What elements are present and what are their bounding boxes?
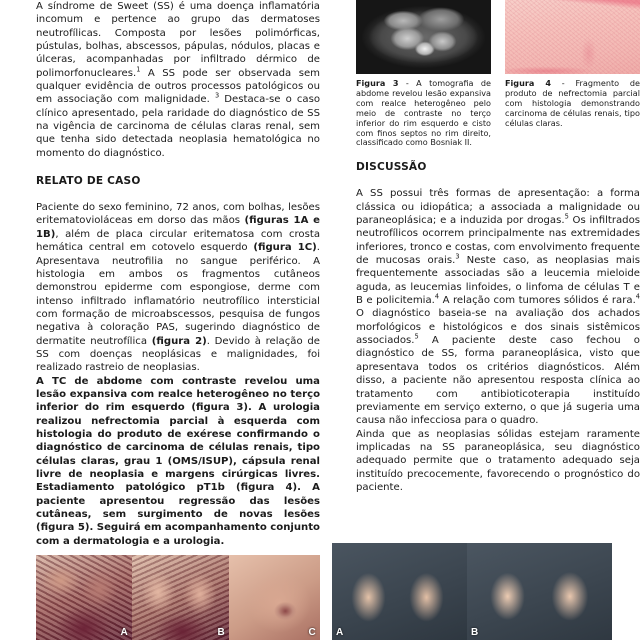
figure-1-panel-b (132, 555, 229, 640)
panel-label-b: B (471, 627, 479, 638)
panel-label-a: A (336, 627, 344, 638)
case-report-paragraph-bold: A TC de abdome com contraste revelou uma lesão expansiva com realce heterogêneo no terço inferior do rim esquerdo (figura 3). A urologia realizou nefrectomia parcial à esquerda com histologia do produto de exérese confirmando o diagnóstico de carcinoma de células renais, tipo células claras, grau 1 (OMS/ISUP), cápsula renal livre de neoplasia e margens cirúrgicas livres. Estadiamento patológico pT1b (figura 4). A paciente apresentou regressão das lesões cutâneas, sem surgimento de novas lesões (figura 5). Seguirá em acompanhamento conjunto com a dermatologia e a urologia. (36, 375, 320, 547)
figure-5-panel-a (332, 543, 467, 640)
intro-paragraph: A síndrome de Sweet (SS) é uma doença inflamatória incomum e pertence ao grupo das dermatoses neutrofílicas. Composta por lesões polimórficas, pústulas, bolhas, abscessos, pápulas, nódulos, placas e úlceras, acompanhadas por infiltrado dérmico de polimorfonucleares.$^1$ A SS pode ser observada sem qualquer evidência de outros processos patológicos ou em associação com malignidade. $^3$ Destaca-se o caso clínico apresentado, pela raridade do diagnóstico de SS na vigência de carcinoma de células claras renal, sem que tenha sido detectada neoplasia hematológica no momento do diagnóstico. (36, 1, 321, 159)
figure-1-strip (36, 555, 320, 640)
right-column (356, 0, 640, 494)
discussion-paragraph-1: A SS possui três formas de apresentação: a forma clássica ou idiopática; a associada a malignidade ou paraneoplásica; e a induzida por drogas.$^5$ Os infiltrados neutrofílicos ocorrem principalmente nas extremidades inferiores, tronco e costas, com envolvimento frequente de mucosas orais.$^3$ Neste caso, as neoplasias mais frequentemente associadas são a leucemia mieloide aguda, as leucemias linfoides, o linfoma de células T e B e policitemia.$^4$ A relação com tumores sólidos é rara.$^4$ O diagnóstico baseia-se na avaliação dos achados morfológicos e histológicos e dos sinais sistêmicos associados.$^5$ A paciente deste caso fechou o diagnóstico de SS, forma paraneoplásica, visto que apresentava todos os critérios diagnósticos. Além disso, a paciente não apresentou resposta clínica ao tratamento com antibioticoterapia instituído previamente em serviço externo, o que já sugeria uma causa não infecciosa para o quadro. (356, 188, 640, 427)
discussion-paragraph-2: Ainda que as neoplasias sólidas estejam raramente implicadas na SS paraneoplásica, seu diagnóstico adequado permite que o tratamento adequado seja instituído precocemente, favorecendo o prognóstico do paciente. (356, 428, 640, 493)
panel-label-b: B (217, 627, 225, 638)
panel-label-c: C (308, 627, 316, 638)
figure-4-caption: Figura 4 - Fragmento de produto de nefrectomia parcial com histologia demonstrando carcinoma de células renais, tipo células claras. (505, 78, 640, 128)
left-column (36, 0, 320, 548)
heading-relato-de-caso: RELATO DE CASO (36, 175, 141, 188)
figure-captions-row (356, 79, 640, 148)
panel-label-a: A (120, 627, 128, 638)
figure-1-panel-a (36, 555, 132, 640)
figure-5-strip (332, 543, 612, 640)
case-report-paragraph: Paciente do sexo feminino, 72 anos, com bolhas, lesões eritematovioláceas em dorso das mãos (figuras 1A e 1B), além de placa circular eritematosa com crosta hemática central em cotovelo esquerdo (figura 1C). Apresentava neutrofilia no sangue periférico. A histologia em ambos os fragmentos cutâneos demonstrou epiderme com espongiose, derme com intenso infiltrado inflamatório neutrofílico intersticial com formação de microabscessos, pesquisa de fungos negativa à coloração PAS, sugerindo diagnóstico de dermatite neutrofílica (figura 2). Devido à relação de SS com doenças neoplásicas e malignidades, foi realizado rastreio de neoplasias. (36, 202, 321, 374)
heading-discussao: DISCUSSÃO (356, 161, 427, 174)
figure-1-panel-c (229, 555, 320, 640)
figure-3-caption: Figura 3 - A tomografia de abdome revelou lesão expansiva com realce heterogêneo pelo meio de contraste no terço inferior do rim esquerdo e cisto com finos septos no rim direito, classificado como Bosniak II. (356, 78, 491, 148)
figure-3-ct-image (356, 0, 491, 74)
figure-5-panel-b (467, 543, 612, 640)
figure-4-histology-image (505, 0, 640, 74)
